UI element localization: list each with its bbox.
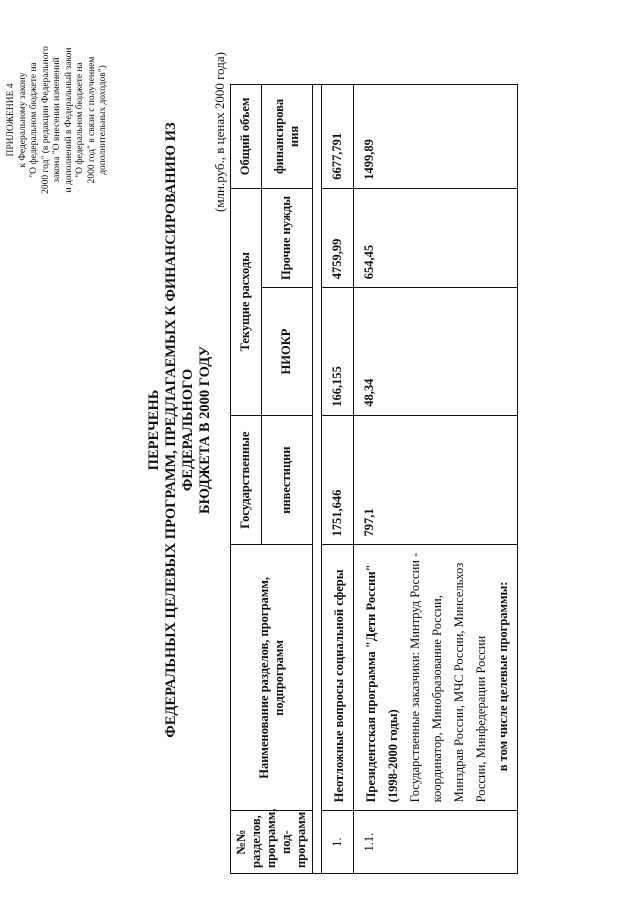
header-number: №№ разделов, программ, под-программ [231,811,313,874]
appendix-line: и дополнений в Федеральный закон [63,47,74,193]
row-number: 1.1. [354,811,518,874]
header-niokr: НИОКР [261,288,312,416]
program-subtitle: в том числе целевые программы: [496,581,510,772]
title-line-3: БЮДЖЕТА В 2000 ГОДУ [197,346,213,514]
appendix-line: 2000 год" в связи с получением [86,56,97,184]
table-row [322,85,354,874]
header-current-expenses: Текущие расходы [231,188,262,415]
appendix-line: 2000 год" (в редакции Федерального [40,46,51,194]
program-customers: Государственные заказчики: Минтруд России - координатор, Минобразование России, Минздрав России, МЧС России, Минсельхоз России, Минфедерации России [408,552,488,803]
header-total-top: Общий объем [231,85,262,189]
row-niokr: 166,155 [322,288,354,416]
appendix-line: к Федеральному закону [17,72,28,168]
row-other: 654,45 [354,188,518,287]
appendix-header [6,10,110,230]
header-investments-bottom: инвестиции [261,415,312,545]
programs-table [230,84,518,874]
program-title: Президентская программа "Дети России" (1998-2000 годы) [364,564,400,803]
header-investments-top: Государственные [231,415,262,545]
row-total: 6677,791 [322,85,354,189]
row-number: 1. [322,811,354,874]
table-header-row [231,85,262,874]
row-name: Неотложные вопросы социальной сферы [322,545,354,811]
row-name-cell [354,545,518,811]
row-investments: 1751,646 [322,415,354,545]
document-title [146,70,214,790]
appendix-line: "О федеральном бюджете на [75,62,85,178]
table-spacer [313,85,322,874]
appendix-line: дополнительных доходов") [98,65,108,175]
row-niokr: 48,34 [354,288,518,416]
header-name: Наименование разделов, программ, подпрограмм [231,545,313,811]
table-row [354,85,518,874]
units-note: (млн.руб., в ценах 2000 года) [212,52,227,212]
row-other: 4759,99 [322,188,354,287]
title-line-2: ФЕДЕРАЛЬНЫХ ЦЕЛЕВЫХ ПРОГРАММ, ПРЕДЛАГАЕМЫХ К ФИНАНСИРОВАНИЮ ИЗ ФЕДЕРАЛЬНОГО [163,122,196,738]
header-total-bottom: финансирова ния [261,85,312,189]
title-line-1: ПЕРЕЧЕНЬ [146,389,162,471]
appendix-line: ПРИЛОЖЕНИЕ 4 [6,83,16,157]
row-investments: 797,1 [354,415,518,545]
appendix-line: "О федеральном бюджете на [29,62,39,178]
header-other-needs: Прочие нужды [261,188,312,287]
appendix-line: закона "О внесении изменений [52,57,62,183]
row-total: 1499,89 [354,85,518,189]
